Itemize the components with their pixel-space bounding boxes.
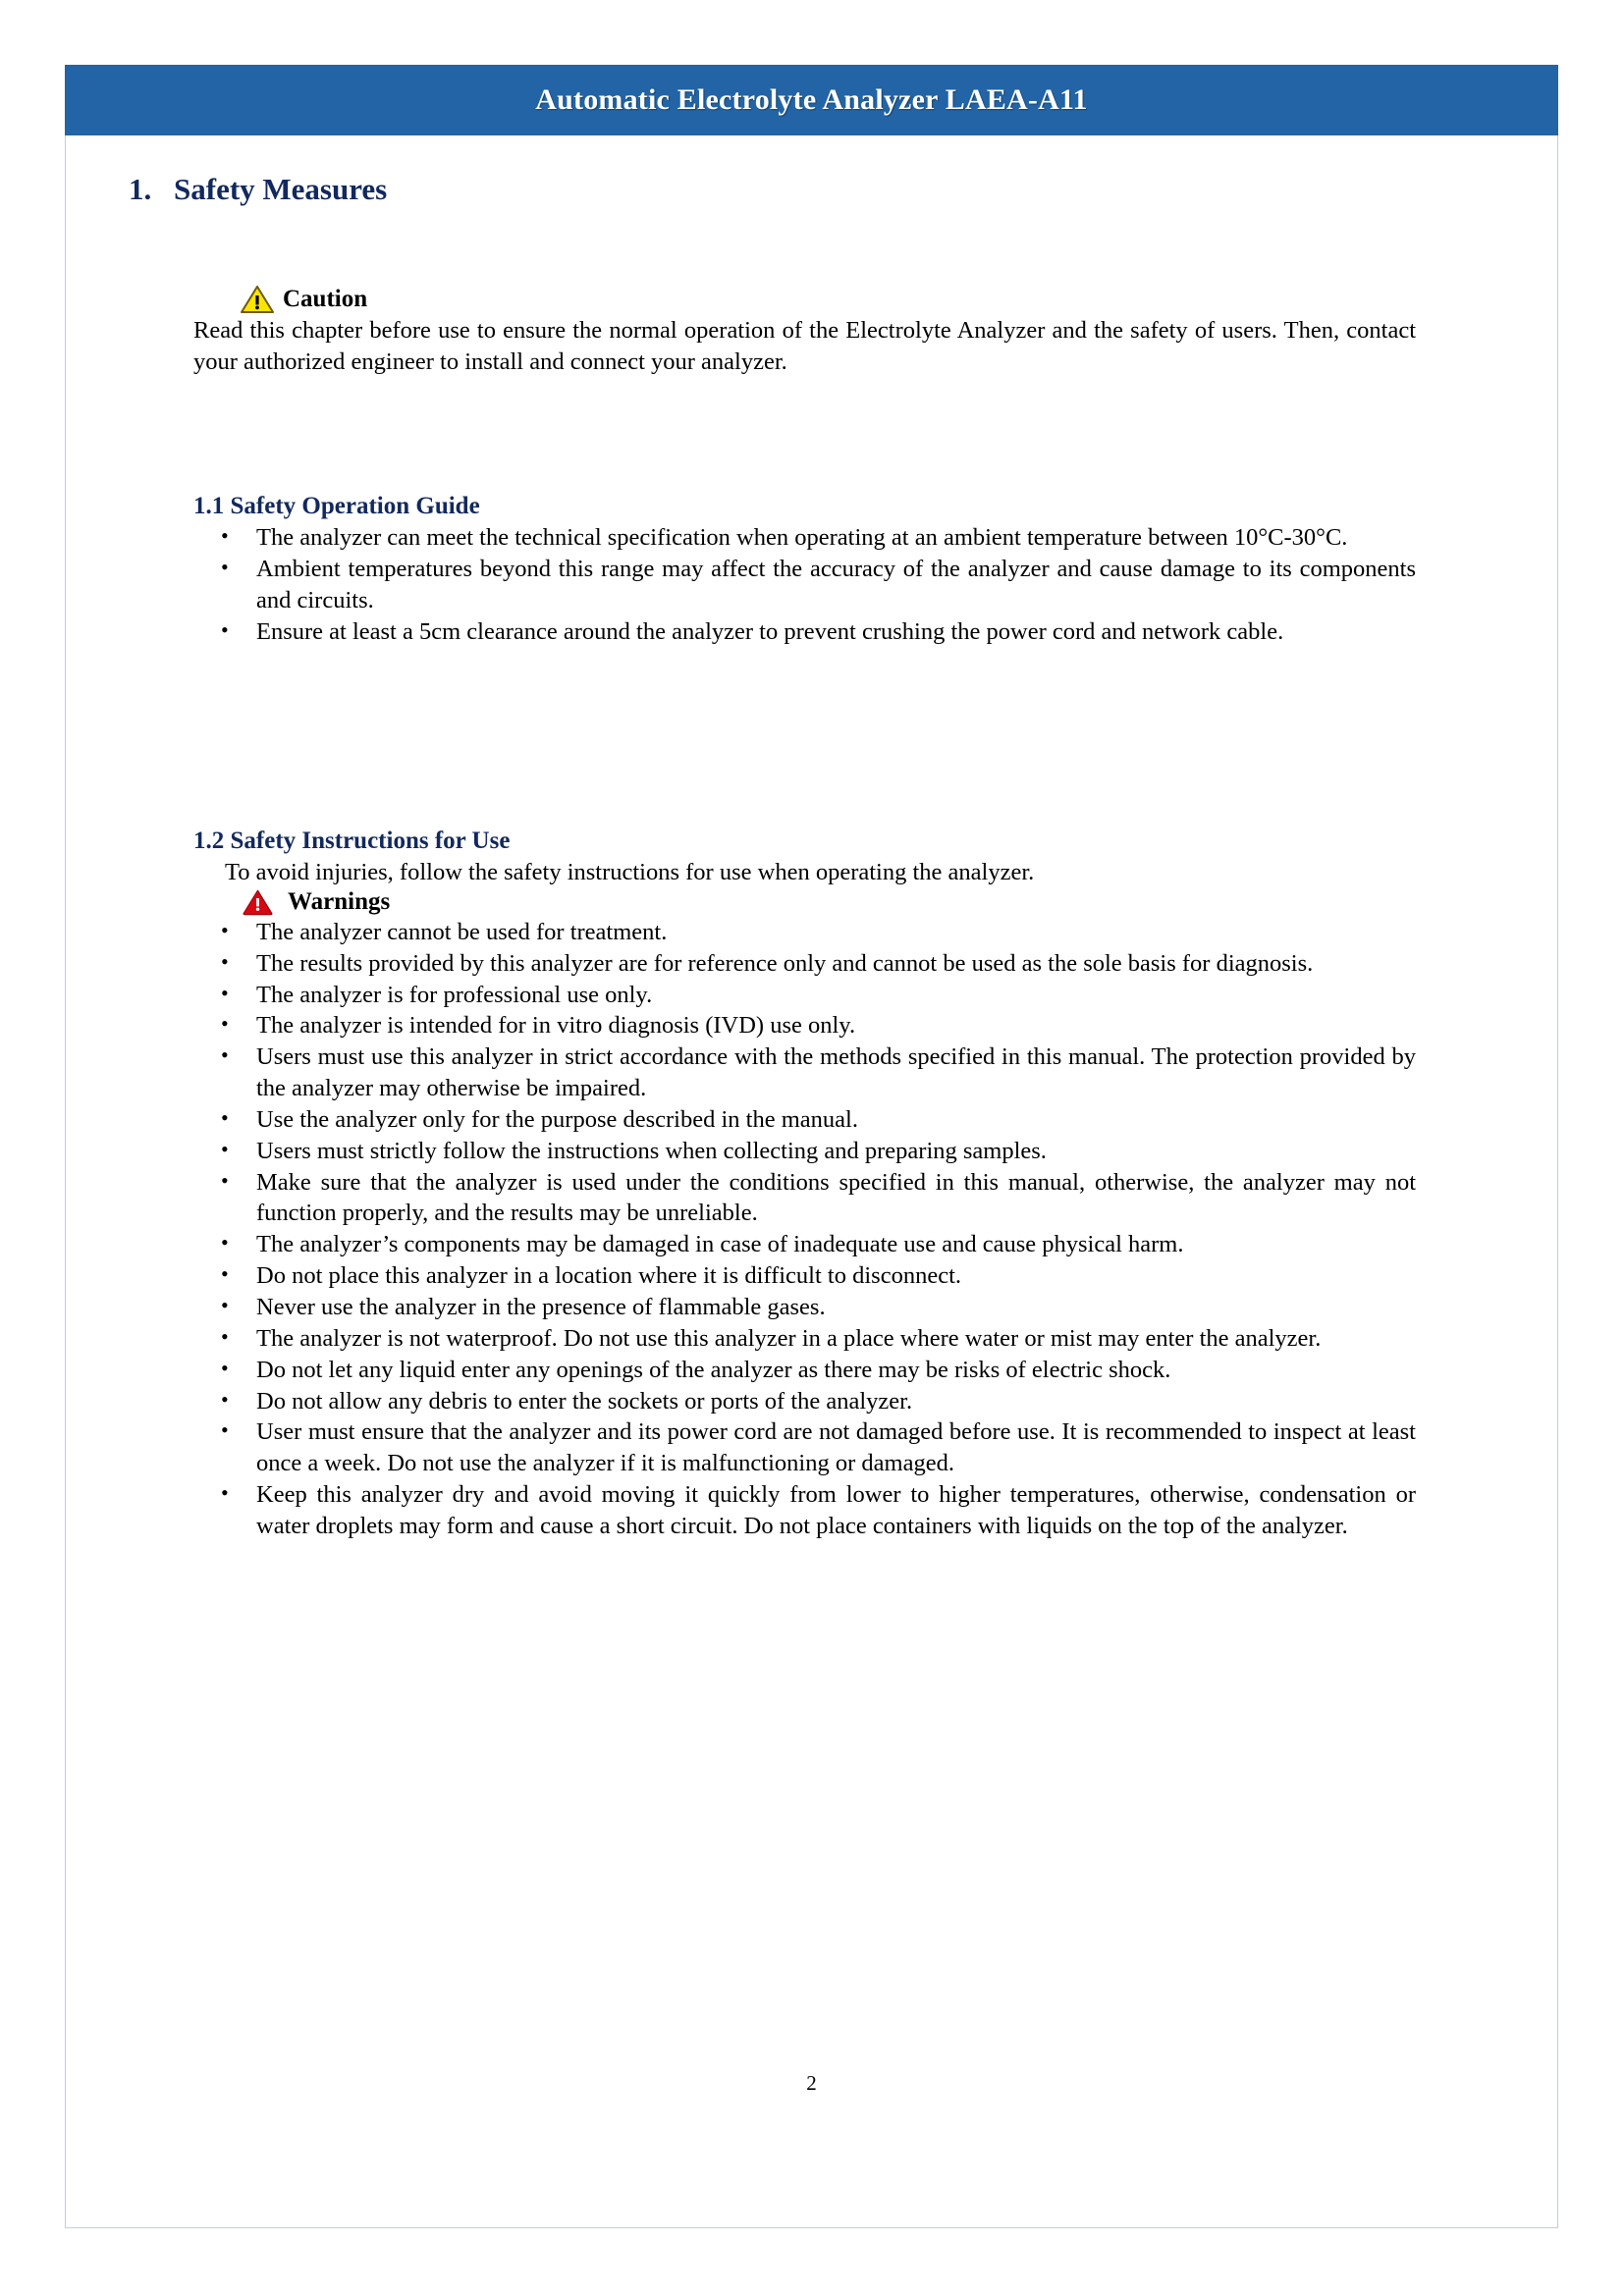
list-item-text: • Use the analyzer only for the purpose described in the manual. <box>256 1105 858 1133</box>
list-item-text: • The analyzer is not waterproof. Do not use this analyzer in a place where water or mist may enter the analyzer. <box>256 1324 1322 1352</box>
subsection-1-2-bullet-list <box>193 917 1416 1542</box>
section-heading-1 <box>129 172 387 207</box>
list-item <box>193 980 1416 1011</box>
list-item-text: • Do not let any liquid enter any openings of the analyzer as there may be risks of electric shock. <box>256 1356 1171 1383</box>
subsection-1-2-heading: 1.2 Safety Instructions for Use <box>193 828 511 854</box>
list-item-text: • The analyzer cannot be used for treatment. <box>256 918 668 945</box>
list-item <box>193 1479 1416 1542</box>
caution-triangle-icon <box>241 285 274 314</box>
list-item <box>193 1386 1416 1417</box>
list-item <box>193 1323 1416 1355</box>
list-item <box>193 1010 1416 1041</box>
warnings-label: Warnings <box>288 887 391 915</box>
list-item-text: • Users must use this analyzer in strict accordance with the methods specified in this manual. The protection provided by the analyzer may otherwise be impaired. <box>256 1043 1416 1102</box>
subsection-1-2-intro: To avoid injuries, follow the safety instructions for use when operating the analyzer. <box>225 859 1035 885</box>
section-number: 1. <box>129 172 152 206</box>
list-item-text: • Do not allow any debris to enter the sockets or ports of the analyzer. <box>256 1387 913 1415</box>
list-item-text: • The results provided by this analyzer are for reference only and cannot be used as the sole basis for diagnosis. <box>256 949 1314 977</box>
list-item-text: • Ambient temperatures beyond this range may affect the accuracy of the analyzer and cause damage to its components and circuits. <box>256 555 1416 614</box>
caution-block <box>193 285 1416 378</box>
warnings-callout <box>243 888 1416 916</box>
caution-paragraph: Read this chapter before use to ensure the normal operation of the Electrolyte Analyzer and the safety of users. Then, contact your authorized engineer to install and connect your analyzer. <box>193 317 1416 375</box>
subsection-1-1 <box>193 493 1416 647</box>
list-item <box>193 1104 1416 1136</box>
page-header-bar <box>65 65 1558 135</box>
list-item-text: • The analyzer’s components may be damaged in case of inadequate use and cause physical harm. <box>256 1231 1184 1258</box>
list-item-text: • Keep this analyzer dry and avoid moving it quickly from lower to higher temperatures, otherwise, condensation or water droplets may form and cause a short circuit. Do not place containers with liquids on the top of the analyzer. <box>256 1481 1416 1539</box>
list-item-text: • Ensure at least a 5cm clearance around the analyzer to prevent crushing the power cord and network cable. <box>256 617 1284 645</box>
list-item <box>193 1229 1416 1260</box>
section-title: Safety Measures <box>174 172 388 206</box>
list-item <box>193 1041 1416 1104</box>
caution-label: Caution <box>283 286 368 312</box>
list-item-text: • The analyzer can meet the technical specification when operating at an ambient temperature between 10°C-30°C. <box>256 524 1348 551</box>
list-item <box>193 1292 1416 1323</box>
list-item-text: • Do not place this analyzer in a location where it is difficult to disconnect. <box>256 1262 962 1290</box>
subsection-1-1-bullet-list <box>193 522 1416 647</box>
list-item <box>193 1416 1416 1479</box>
warning-triangle-icon <box>243 888 273 916</box>
list-item-text: • Make sure that the analyzer is used under the conditions specified in this manual, otherwise, the analyzer may not function properly, and the results may be unreliable. <box>256 1168 1416 1227</box>
list-item-text: • The analyzer is for professional use only. <box>256 981 653 1008</box>
caution-callout <box>241 285 1416 314</box>
subsection-1-2 <box>193 828 1416 1542</box>
list-item <box>193 1167 1416 1230</box>
page-number-footer: 2 <box>806 2071 817 2095</box>
list-item <box>193 616 1416 648</box>
page-title: Automatic Electrolyte Analyzer LAEA-A11 <box>535 83 1088 116</box>
list-item <box>193 917 1416 948</box>
list-item-text: • Users must strictly follow the instructions when collecting and preparing samples. <box>256 1137 1047 1164</box>
list-item <box>193 1260 1416 1292</box>
list-item-text: • The analyzer is intended for in vitro diagnosis (IVD) use only. <box>256 1012 856 1040</box>
list-item-text: • User must ensure that the analyzer and its power cord are not damaged before use. It is recommended to inspect at least once a week. Do not use the analyzer if it is malfunctioning or damaged. <box>256 1418 1416 1477</box>
subsection-1-1-heading: 1.1 Safety Operation Guide <box>193 493 480 519</box>
list-item-text: • Never use the analyzer in the presence of flammable gases. <box>256 1293 826 1320</box>
list-item <box>193 1136 1416 1167</box>
list-item <box>193 948 1416 980</box>
list-item <box>193 554 1416 616</box>
list-item <box>193 522 1416 554</box>
list-item <box>193 1355 1416 1386</box>
